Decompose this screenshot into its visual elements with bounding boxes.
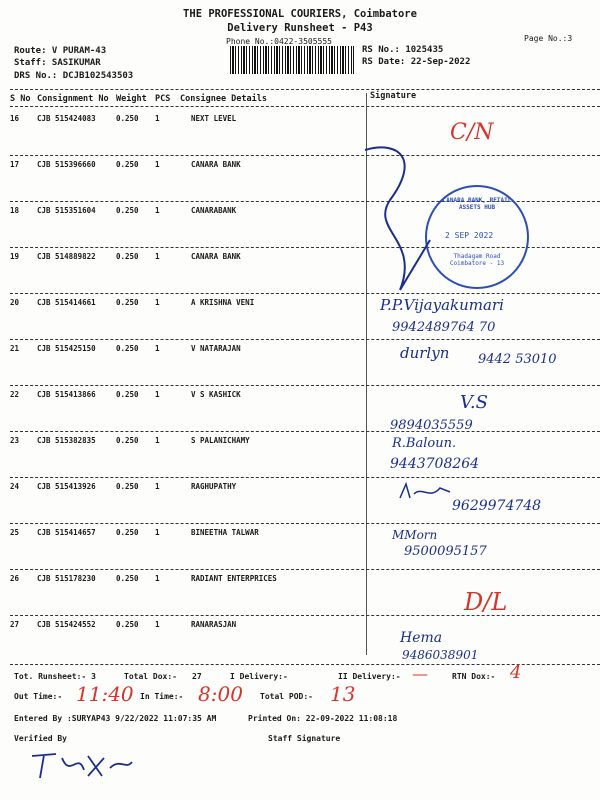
cell-pcs: 1	[155, 160, 160, 169]
barcode	[230, 46, 354, 74]
signature-raghupathy	[396, 482, 456, 502]
cell-consignment: CJB 515425150	[37, 344, 96, 353]
table-row	[10, 432, 600, 478]
cell-weight: 0.250	[116, 114, 139, 123]
cell-consignment: CJB 515424083	[37, 114, 96, 123]
handwritten-name-23: R.Baloun.	[392, 436, 457, 451]
cell-weight: 0.250	[116, 436, 139, 445]
drs-number: DRS No.: DCJB102543503	[14, 71, 134, 81]
ii-delivery-label: II Delivery:-	[338, 672, 401, 681]
col-consignment: Consignment No	[37, 94, 109, 104]
phone-number: Phone No.:0422-3505555	[226, 37, 332, 46]
printed-on: Printed On: 22-09-2022 11:08:18	[248, 714, 398, 723]
cell-pcs: 1	[155, 620, 160, 629]
col-signature: Signature	[370, 91, 417, 101]
cell-sno: 27	[10, 620, 20, 629]
staff-label: Staff: SASIKUMAR	[14, 58, 101, 68]
cell-consignee: BINEETHA TALWAR	[191, 528, 259, 537]
handwritten-dl: D/L	[464, 588, 508, 616]
cell-consignee: V S KASHICK	[191, 390, 241, 399]
col-weight: Weight	[116, 94, 147, 104]
cell-consignment: CJB 515351604	[37, 206, 96, 215]
rtn-dox-label: RTN Dox:-	[452, 672, 496, 681]
cell-weight: 0.250	[116, 390, 139, 399]
out-time-label: Out Time:-	[14, 692, 63, 701]
signature-scribble	[360, 140, 440, 300]
table-row	[10, 110, 600, 156]
cell-sno: 17	[10, 160, 20, 169]
cell-sno: 26	[10, 574, 20, 583]
handwritten-name-21: durlyn	[400, 344, 450, 362]
cell-consignee: V NATARAJAN	[191, 344, 241, 353]
cell-consignment: CJB 515178230	[37, 574, 96, 583]
verified-by-label: Verified By	[14, 734, 67, 743]
cell-pcs: 1	[155, 298, 160, 307]
handwritten-phone-20: 9942489764 70	[392, 320, 496, 335]
cell-consignment: CJB 514889822	[37, 252, 96, 261]
table-row	[10, 386, 600, 432]
cell-pcs: 1	[155, 528, 160, 537]
cell-weight: 0.250	[116, 252, 139, 261]
cell-weight: 0.250	[116, 528, 139, 537]
i-delivery-label: I Delivery:-	[230, 672, 288, 681]
in-time-value: 8:00	[198, 682, 243, 706]
cell-pcs: 1	[155, 114, 160, 123]
table-row	[10, 294, 600, 340]
in-time-label: In Time:-	[140, 692, 184, 701]
rs-number: RS No.: 1025435	[362, 45, 444, 55]
total-dox-value: 27	[192, 672, 202, 681]
cell-sno: 16	[10, 114, 20, 123]
col-consignee: Consignee Details	[180, 94, 267, 104]
ii-delivery-value: —	[412, 664, 428, 683]
table-row	[10, 616, 600, 662]
company-name: THE PROFESSIONAL COURIERS, Coimbatore	[183, 8, 417, 20]
handwritten-name-22: V.S	[460, 392, 488, 413]
cell-sno: 20	[10, 298, 20, 307]
col-pcs: PCS	[155, 94, 171, 104]
handwritten-phone-25: 9500095157	[404, 544, 487, 559]
col-sno: S No	[10, 94, 31, 104]
entered-by: Entered By :SURYAP43 9/22/2022 11:07:35 AM	[14, 714, 217, 723]
handwritten-phone-21: 9442 53010	[478, 352, 557, 367]
table-row	[10, 524, 600, 570]
handwritten-name-27: Hema	[400, 630, 443, 646]
cell-consignment: CJB 515396660	[37, 160, 96, 169]
total-pod-label: Total POD:-	[260, 692, 313, 701]
cell-sno: 21	[10, 344, 20, 353]
cell-weight: 0.250	[116, 574, 139, 583]
cell-consignee: RADIANT ENTERPRICES	[191, 574, 277, 583]
cell-pcs: 1	[155, 436, 160, 445]
handwritten-phone-22: 9894035559	[390, 418, 473, 433]
cell-pcs: 1	[155, 344, 160, 353]
cell-weight: 0.250	[116, 298, 139, 307]
cell-consignee: CANARA BANK	[191, 252, 241, 261]
bank-stamp	[425, 185, 529, 289]
cell-pcs: 1	[155, 482, 160, 491]
cell-sno: 19	[10, 252, 20, 261]
cell-weight: 0.250	[116, 344, 139, 353]
stamp-date: 2 SEP 2022	[445, 231, 494, 240]
stamp-address: Thadagam Road Coimbatore - 13	[449, 253, 505, 267]
table-row	[10, 156, 600, 202]
cell-sno: 23	[10, 436, 20, 445]
handwritten-name-20: P.P.Vijayakumari	[380, 296, 504, 314]
handwritten-cn: C/N	[450, 120, 494, 145]
cell-weight: 0.250	[116, 160, 139, 169]
cell-pcs: 1	[155, 390, 160, 399]
header-top-rule	[10, 89, 600, 90]
cell-sno: 18	[10, 206, 20, 215]
out-time-value: 11:40	[76, 682, 134, 706]
handwritten-name-25: MMorn	[392, 528, 438, 542]
cell-consignment: CJB 515413866	[37, 390, 96, 399]
handwritten-phone-23: 9443708264	[390, 456, 480, 472]
page-number: Page No.:3	[524, 34, 573, 43]
cell-consignee: A KRISHNA VENI	[191, 298, 255, 307]
staff-signature-label: Staff Signature	[268, 734, 341, 743]
cell-pcs: 1	[155, 206, 160, 215]
stamp-text: CANARA BANK, RETAIL ASSETS HUB	[442, 197, 512, 211]
cell-sno: 25	[10, 528, 20, 537]
tot-runsheet: Tot. Runsheet:- 3	[14, 672, 96, 681]
cell-consignee: CANARABANK	[191, 206, 237, 215]
cell-consignment: CJB 515424552	[37, 620, 96, 629]
cell-consignee: RAGHUPATHY	[191, 482, 237, 491]
handwritten-phone-24: 9629974748	[452, 498, 542, 514]
cell-weight: 0.250	[116, 482, 139, 491]
total-pod-value: 13	[330, 682, 356, 706]
total-dox-label: Total Dox:-	[124, 672, 177, 681]
table-row	[10, 570, 600, 616]
document-title: Delivery Runsheet - P43	[227, 22, 373, 34]
cell-consignee: S PALANICHAMY	[191, 436, 250, 445]
handwritten-phone-27: 9486038901	[402, 648, 479, 662]
cell-consignment: CJB 515413926	[37, 482, 96, 491]
cell-consignee: NEXT LEVEL	[191, 114, 237, 123]
cell-weight: 0.250	[116, 620, 139, 629]
rtn-dox-value: 4	[510, 662, 522, 683]
cell-sno: 22	[10, 390, 20, 399]
verifier-signature	[26, 748, 136, 782]
route-label: Route: V PURAM-43	[14, 46, 107, 56]
cell-sno: 24	[10, 482, 20, 491]
cell-consignment: CJB 515382835	[37, 436, 96, 445]
cell-consignee: CANARA BANK	[191, 160, 241, 169]
cell-consignee: RANARASJAN	[191, 620, 237, 629]
cell-weight: 0.250	[116, 206, 139, 215]
cell-consignment: CJB 515414661	[37, 298, 96, 307]
header-bottom-rule	[10, 106, 600, 107]
cell-pcs: 1	[155, 252, 160, 261]
rs-date: RS Date: 22-Sep-2022	[362, 57, 471, 67]
cell-consignment: CJB 515414657	[37, 528, 96, 537]
cell-pcs: 1	[155, 574, 160, 583]
